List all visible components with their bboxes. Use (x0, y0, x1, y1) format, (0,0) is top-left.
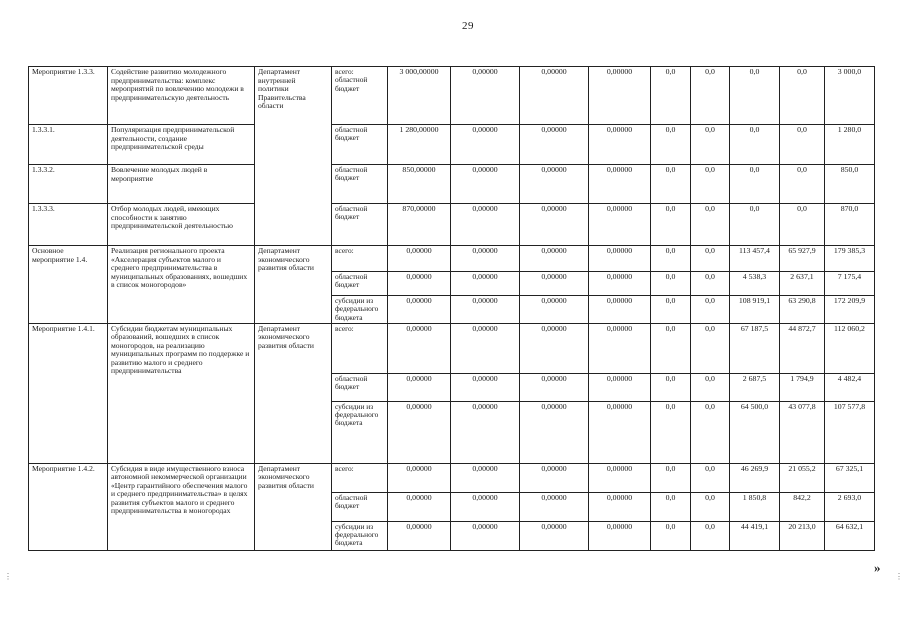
funding-value: 0,0 (651, 373, 691, 401)
funding-value: 0,0 (651, 401, 691, 463)
funding-value: 0,00000 (520, 373, 589, 401)
funding-value: 0,0 (780, 204, 825, 246)
funding-value: 0,00000 (451, 463, 520, 492)
funding-value: 64 632,1 (825, 521, 875, 550)
funding-value: 0,00000 (520, 323, 589, 373)
funding-value: 870,0 (825, 204, 875, 246)
funding-value: 0,00000 (451, 373, 520, 401)
funding-source: областной бюджет (332, 492, 388, 521)
funding-value: 0,00000 (451, 204, 520, 246)
responsible-department: Департамент экономического развития области (255, 246, 332, 324)
activity-code: 1.3.3.1. (29, 125, 108, 165)
funding-value: 0,00000 (520, 125, 589, 165)
funding-value: 0,0 (780, 67, 825, 125)
funding-value: 1 794,9 (780, 373, 825, 401)
funding-value: 0,0 (651, 125, 691, 165)
funding-value: 0,0 (651, 246, 691, 272)
activity-name: Субсидии бюджетам муниципальных образований, вошедших в список моногородов, на реализацию муниципальных программ по поддержке и развитию малого и среднего предпринимательства (108, 323, 255, 463)
funding-value: 0,00000 (589, 165, 651, 204)
funding-source: субсидии из федерального бюджета (332, 521, 388, 550)
funding-value: 0,0 (691, 463, 730, 492)
funding-value: 0,00000 (520, 246, 589, 272)
funding-value: 0,00000 (451, 296, 520, 324)
funding-value: 0,0 (691, 272, 730, 296)
page-number: 29 (462, 20, 474, 32)
funding-value: 4 482,4 (825, 373, 875, 401)
funding-value: 7 175,4 (825, 272, 875, 296)
funding-value: 67 325,1 (825, 463, 875, 492)
responsible-department: Департамент экономического развития области (255, 323, 332, 463)
funding-value: 0,00000 (589, 323, 651, 373)
funding-value: 21 055,2 (780, 463, 825, 492)
funding-value: 43 077,8 (780, 401, 825, 463)
funding-value: 0,0 (691, 125, 730, 165)
activity-code: 1.3.3.2. (29, 165, 108, 204)
funding-value: 0,0 (691, 67, 730, 125)
funding-source: областной бюджет (332, 272, 388, 296)
funding-value: 0,00000 (388, 492, 451, 521)
funding-value: 0,0 (730, 204, 780, 246)
funding-value: 0,00000 (520, 463, 589, 492)
funding-value: 0,00000 (520, 165, 589, 204)
activity-code: 1.3.3.3. (29, 204, 108, 246)
funding-value: 0,0 (651, 204, 691, 246)
program-activities-table (28, 66, 875, 551)
funding-value: 0,00000 (451, 401, 520, 463)
funding-value: 0,00000 (388, 401, 451, 463)
table-row (29, 165, 875, 204)
funding-value: 0,00000 (589, 373, 651, 401)
funding-value: 0,00000 (388, 296, 451, 324)
funding-value: 0,00000 (520, 67, 589, 125)
activity-name: Популяризация предпринимательской деятельности, создание предпринимательской среды (108, 125, 255, 165)
funding-source: субсидии из федерального бюджета (332, 401, 388, 463)
funding-value: 0,00000 (388, 373, 451, 401)
activity-name: Субсидия в виде имущественного взноса автономной некоммерческой организации «Центр гарантийного обеспечения малого и среднего предпринимательства» в целях развития субъектов малого и среднего предпринимательства в моногородах (108, 463, 255, 550)
table-row (29, 463, 875, 492)
funding-source: всего: (332, 463, 388, 492)
left-edge-marks: ⋮ (4, 572, 12, 581)
funding-value: 0,00000 (451, 165, 520, 204)
activity-code: Мероприятие 1.3.3. (29, 67, 108, 125)
funding-value: 842,2 (780, 492, 825, 521)
funding-source: субсидии из федерального бюджета (332, 296, 388, 324)
funding-value: 0,0 (730, 67, 780, 125)
funding-value: 0,00000 (451, 272, 520, 296)
funding-value: 67 187,5 (730, 323, 780, 373)
funding-value: 0,00000 (589, 67, 651, 125)
funding-value: 0,00000 (388, 521, 451, 550)
funding-value: 0,0 (651, 463, 691, 492)
funding-value: 0,00000 (589, 272, 651, 296)
activity-code: Мероприятие 1.4.1. (29, 323, 108, 463)
funding-value: 0,00000 (451, 125, 520, 165)
funding-value: 0,0 (730, 165, 780, 204)
table-row (29, 323, 875, 373)
funding-value: 0,00000 (520, 492, 589, 521)
funding-value: 870,00000 (388, 204, 451, 246)
funding-value: 44 872,7 (780, 323, 825, 373)
table-row (29, 67, 875, 125)
funding-value: 0,00000 (520, 296, 589, 324)
funding-value: 46 269,9 (730, 463, 780, 492)
funding-value: 3 000,0 (825, 67, 875, 125)
funding-value: 0,0 (691, 296, 730, 324)
responsible-department: Департамент экономического развития области (255, 463, 332, 550)
funding-value: 0,0 (691, 165, 730, 204)
funding-value: 0,00000 (388, 323, 451, 373)
funding-value: 2 637,1 (780, 272, 825, 296)
funding-value: 0,0 (730, 125, 780, 165)
table-row (29, 246, 875, 272)
funding-value: 0,0 (780, 125, 825, 165)
funding-value: 4 538,3 (730, 272, 780, 296)
funding-value: 2 687,5 (730, 373, 780, 401)
funding-value: 64 500,0 (730, 401, 780, 463)
funding-value: 0,00000 (520, 204, 589, 246)
funding-value: 112 060,2 (825, 323, 875, 373)
funding-value: 0,00000 (589, 296, 651, 324)
funding-value: 0,00000 (451, 521, 520, 550)
funding-value: 850,0 (825, 165, 875, 204)
funding-value: 113 457,4 (730, 246, 780, 272)
funding-value: 0,0 (651, 296, 691, 324)
funding-value: 0,00000 (451, 323, 520, 373)
closing-quote-mark: » (874, 560, 881, 575)
funding-value: 0,0 (691, 204, 730, 246)
funding-value: 0,0 (691, 373, 730, 401)
funding-value: 0,00000 (520, 521, 589, 550)
activity-name: Реализация регионального проекта «Акселерация субъектов малого и среднего предпринимательства в муниципальных образованиях, вошедших в список моногородов» (108, 246, 255, 324)
activity-name: Содействие развитию молодежного предпринимательства: комплекс мероприятий по вовлечению молодежи в предпринимательскую деятельность (108, 67, 255, 125)
funding-value: 0,0 (691, 521, 730, 550)
funding-value: 0,00000 (451, 67, 520, 125)
activity-name: Отбор молодых людей, имеющих способности к занятию предпринимательской деятельностью (108, 204, 255, 246)
funding-value: 0,00000 (520, 401, 589, 463)
funding-value: 0,00000 (589, 246, 651, 272)
funding-value: 0,0 (651, 521, 691, 550)
funding-value: 1 850,8 (730, 492, 780, 521)
funding-source: всего: (332, 246, 388, 272)
responsible-department: Департамент внутренней политики Правительства области (255, 67, 332, 246)
right-edge-marks: ⋮ (895, 572, 903, 581)
funding-value: 1 280,00000 (388, 125, 451, 165)
funding-value: 0,00000 (451, 492, 520, 521)
funding-source: областной бюджет (332, 373, 388, 401)
funding-value: 0,00000 (451, 246, 520, 272)
funding-value: 0,00000 (589, 125, 651, 165)
funding-source: областной бюджет (332, 125, 388, 165)
funding-value: 0,00000 (589, 401, 651, 463)
funding-value: 3 000,00000 (388, 67, 451, 125)
funding-value: 107 577,8 (825, 401, 875, 463)
funding-value: 172 209,9 (825, 296, 875, 324)
funding-value: 0,0 (651, 323, 691, 373)
funding-value: 2 693,0 (825, 492, 875, 521)
funding-value: 0,00000 (520, 272, 589, 296)
funding-value: 44 419,1 (730, 521, 780, 550)
funding-source: всего: областной бюджет (332, 67, 388, 125)
funding-value: 0,0 (691, 246, 730, 272)
table-row (29, 204, 875, 246)
activity-code: Основное мероприятие 1.4. (29, 246, 108, 324)
funding-value: 0,00000 (589, 463, 651, 492)
funding-source: всего: (332, 323, 388, 373)
funding-value: 0,00000 (388, 272, 451, 296)
funding-value: 0,0 (691, 492, 730, 521)
funding-source: областной бюджет (332, 165, 388, 204)
funding-value: 0,0 (651, 272, 691, 296)
funding-value: 0,00000 (388, 246, 451, 272)
funding-value: 108 919,1 (730, 296, 780, 324)
funding-value: 1 280,0 (825, 125, 875, 165)
funding-value: 0,00000 (589, 521, 651, 550)
funding-value: 179 385,3 (825, 246, 875, 272)
funding-value: 0,0 (691, 401, 730, 463)
funding-value: 0,0 (651, 165, 691, 204)
funding-value: 0,0 (651, 492, 691, 521)
activity-code: Мероприятие 1.4.2. (29, 463, 108, 550)
funding-value: 850,00000 (388, 165, 451, 204)
funding-value: 0,00000 (388, 463, 451, 492)
activity-name: Вовлечение молодых людей в мероприятие (108, 165, 255, 204)
funding-value: 0,00000 (589, 492, 651, 521)
funding-value: 0,0 (651, 67, 691, 125)
funding-value: 65 927,9 (780, 246, 825, 272)
funding-value: 63 290,8 (780, 296, 825, 324)
funding-source: областной бюджет (332, 204, 388, 246)
funding-value: 0,00000 (589, 204, 651, 246)
funding-value: 20 213,0 (780, 521, 825, 550)
funding-value: 0,0 (691, 323, 730, 373)
funding-value: 0,0 (780, 165, 825, 204)
table-row (29, 125, 875, 165)
